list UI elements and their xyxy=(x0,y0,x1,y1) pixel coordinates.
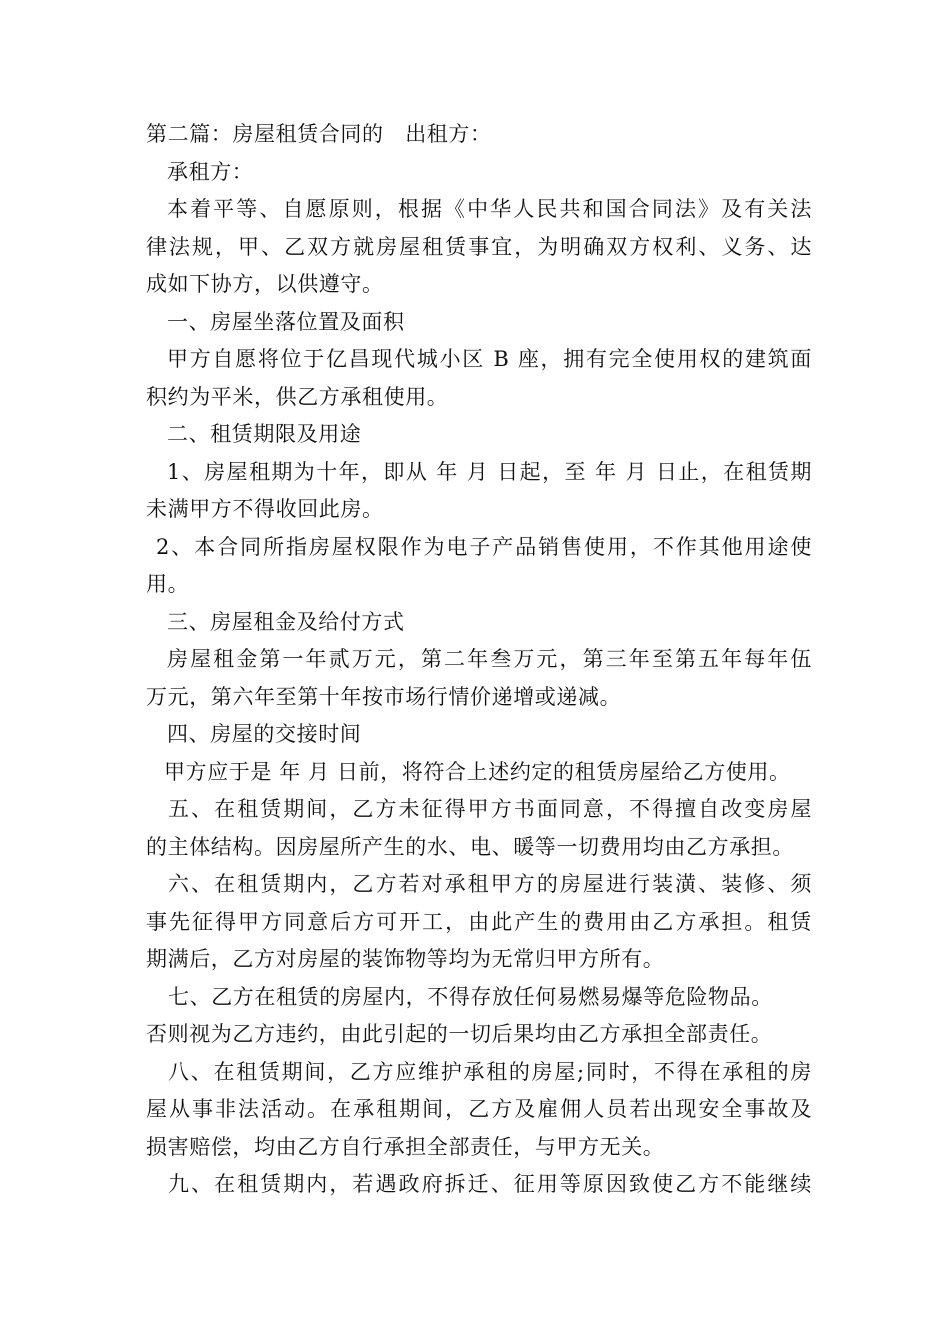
section-heading: 四、房屋的交接时间 xyxy=(167,722,362,746)
document-body xyxy=(146,116,812,1204)
doc-title-line: 第二篇：房屋租赁合同的 出租方： xyxy=(146,122,492,146)
paragraph-line: 屋从事非法活动。在承租期间，乙方及雇佣人员若出现安全事故及 xyxy=(146,1097,812,1121)
paragraph-line: 用。 xyxy=(146,572,190,596)
paragraph-line: 八、在租赁期间，乙方应维护承租的房屋;同时，不得在承租的房 xyxy=(168,1059,812,1084)
paragraph-line: 房屋租金第一年贰万元，第二年叁万元，第三年至第五年每年伍 xyxy=(167,647,812,671)
paragraph-line: 损害赔偿，均由乙方自行承担全部责任，与甲方无关。 xyxy=(146,1134,665,1159)
paragraph-line: 甲方自愿将位于亿昌现代城小区 B 座，拥有完全使用权的建筑面 xyxy=(167,347,812,371)
paragraph-line: 九、在租赁期内，若遇政府拆迁、征用等原因致使乙方不能继续 xyxy=(168,1172,812,1196)
paragraph-line: 万元，第六年至第十年按市场行情价递增或递减。 xyxy=(146,684,622,709)
paragraph-line: 的主体结构。因房屋所产生的水、电、暖等一切费用均由乙方承担。 xyxy=(146,834,794,859)
paragraph-line: 1、房屋租期为十年，即从 年 月 日起，至 年 月 日止，在租赁期 xyxy=(167,459,812,484)
section-heading: 三、房屋租金及给付方式 xyxy=(167,609,405,634)
paragraph-line: 否则视为乙方违约，由此引起的一切后果均由乙方承担全部责任。 xyxy=(146,1022,773,1046)
paragraph-line: 六、在租赁期内，乙方若对承租甲方的房屋进行装潢、装修、须 xyxy=(168,872,812,896)
paragraph-line: 本着平等、自愿原则，根据《中华人民共和国合同法》及有关法 xyxy=(167,197,812,221)
paragraph-line: 五、在租赁期间，乙方未征得甲方书面同意，不得擅自改变房屋 xyxy=(168,797,812,821)
paragraph-line: 2、本合同所指房屋权限作为电子产品销售使用，不作其他用途使 xyxy=(156,534,812,559)
paragraph-line: 七、乙方在租赁的房屋内，不得存放任何易燃易爆等危险物品。 xyxy=(168,984,773,1009)
paragraph-line: 未满甲方不得收回此房。 xyxy=(146,497,384,521)
paragraph-line: 事先征得甲方同意后方可开工，由此产生的费用由乙方承担。租赁 xyxy=(146,909,812,934)
paragraph-line: 成如下协方，以供遵守。 xyxy=(146,272,384,296)
paragraph-line: 期满后，乙方对房屋的装饰物等均为无常归甲方所有。 xyxy=(146,947,665,971)
section-heading: 二、租赁期限及用途 xyxy=(167,422,362,446)
paragraph-line: 积约为平米，供乙方承租使用。 xyxy=(146,384,449,409)
section-heading: 一、房屋坐落位置及面积 xyxy=(167,309,405,334)
paragraph-line: 甲方应于是 年 月 日前，将符合上述约定的租赁房屋给乙方使用。 xyxy=(164,759,791,784)
paragraph-line: 律法规，甲、乙双方就房屋租赁事宜，为明确双方权利、义务、达 xyxy=(146,234,812,259)
lessee-line: 承租方： xyxy=(167,159,254,184)
